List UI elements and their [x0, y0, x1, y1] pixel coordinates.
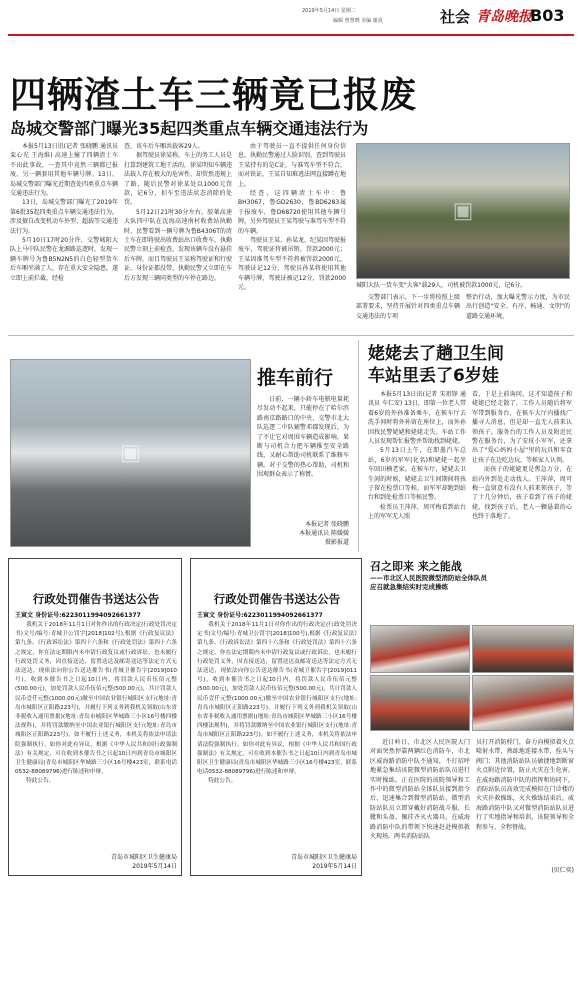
fire-story-title: 召之即来 来之能战	[370, 560, 462, 573]
paragraph: 特此公告。	[26, 778, 55, 785]
section-divider	[8, 335, 574, 336]
notice-body	[197, 621, 357, 835]
notice-signature	[197, 853, 357, 871]
main-subhead: 岛城交警部门曝光35起四类重点车辆交通违法行为	[10, 119, 369, 138]
fire-drill-photo-3	[370, 675, 470, 731]
main-story-col-3	[238, 142, 346, 320]
byline-correspondent: 本报通讯员 陈媛媛	[299, 530, 349, 537]
section-name: 社会	[440, 8, 471, 26]
notice-box-2	[190, 558, 362, 876]
header-rule	[8, 34, 574, 36]
paragraph: 驾驶员王某、孙某龙，纪某因驾驶报废车，驾驶证将被吊销，罚款2000元；王某因准驾车型不符将被罚款2000元，驾驶证记12分，驾驶员孙某将使用其他车辆号牌，驾驶证被记12分，罚款2000元。	[238, 237, 346, 292]
paragraph: 5月13日上午，在即墨汽车总站，6岁的军军(化名)和姥姥一起坐车回田横老家。在候车厅，姥姥去卫生间的时候，姥姥去卫生间期间将孩子留在检票口等候，而军军却跑到站台和到处检票口等候民警。	[368, 447, 466, 502]
push-car-photo	[10, 359, 251, 547]
column-divider	[358, 340, 359, 552]
paragraph: 检票员王萍萍，周可梅看到站台上的军军无人照	[368, 503, 466, 521]
notice-recipient: 王寅文 身份证号:6223011994092661377	[197, 612, 323, 619]
paper-logo: 青岛晚报	[476, 9, 532, 25]
notice-title: 行政处罚催告书送达公告	[32, 592, 160, 606]
paragraph: 我机关于2018年11月1日对你作出的行政决定(行政处罚决定书)文号/编号:青城卫公罚字[2018]100号),根据《行政复议法》第九条、《行政诉讼法》第四十六条和《行政处罚法》第四十六条之规定，你在法定期限内未申请行政复议或行政诉讼，也未履行行政处罚义务，因直接送达，留置送达及邮寄送达等法定方式无法送达，现依法向你公告送达催告书(青城卫催告字[2019]011号)。收到本催告书之日起10日内，将罚款人民币伍佰元整(500.00元)，加处罚款人民币伍佰元整(500.00元)，共计罚款人民币壹仟元整(1000.00元)缴至中国农业银行城阳区支行(地址:青岛市城阳区正阳路223号)，并履行下列义务到我机关领取(山东省非税收入通用票据)(地址:青岛市城阳区华城路三小区16号楼四楼法规科)，并将罚款缴纳至中国农业银行城阳区支行(地址:青岛市城阳区正阳路223号)。如不履行上述义务，本机关将依法申请法院强制执行。如你对此有异议，根据《中华人民共和国行政强制法》有关规定，可在收到本催告书之日起10日内到青岛市城阳区卫生健康局(青岛市城阳区华城路三小区16号楼423室，联系电话0532-88089796)进行陈述和申辩。	[197, 622, 357, 776]
fire-story-subtitle	[370, 574, 574, 592]
main-story-col-2	[124, 142, 232, 320]
notice-body	[15, 621, 177, 835]
grandma-story-col-2	[472, 390, 572, 552]
notice-signature	[15, 853, 177, 871]
main-story-col-1	[10, 142, 118, 320]
issuer: 青岛市城阳区卫生健康局	[290, 854, 357, 861]
truck-photo-caption: 城阳大队一货车变"大客"载29人，司机被罚款1000元，记6分。	[356, 282, 527, 289]
paragraph: 而孩子的姥姥更是焦急万分，在站内外到处走动找人。王萍萍，周可梅一直留意有没有人前来领孩子，等了十几分钟后，孩子看到了孩子的姥姥，找到孩子后，老人一颗悬着的心也终于落地了。	[472, 466, 572, 521]
paragraph: 13日，岛城交警部门曝光了2019年第6批35起四类重点车辆交通违法行为，涉及擅自改变机动车外型、超载等交通违法行为。	[10, 199, 118, 235]
fire-drill-photo-2	[472, 625, 574, 673]
grandma-story-col-1	[368, 390, 466, 552]
paragraph: 查，该车后车厢共载客29人。	[124, 143, 204, 150]
paragraph: 交警部门表示，下一步将按照上级部署要求，坚持开展针对四类重点车辆交通违法的专项	[356, 294, 460, 320]
issue-date: 2019年5月14日 星期二	[302, 8, 356, 14]
fire-drill-photo-4	[472, 675, 574, 731]
notice-title: 行政处罚催告书送达公告	[213, 592, 341, 606]
paragraph: 我机关于2018年11月1日对你作出的行政决定(行政处罚决定书)文号/编号:青城卫公罚字[2018]102号),根据《行政复议法》第九条、《行政诉讼法》第四十六条和《行政处罚法》第四十六条之规定，你在法定期限内未申请行政复议或行政诉讼，也未履行行政处罚义务，因直接送达，留置送达及邮寄送达等法定方式无法送达，现依法向你公告送达催告书(青城卫催告字[2019]010号)。收到本催告书之日起10日内，将罚款人民币伍佰元整(500.00元)，加处罚款人民币伍佰元整(500.00元)，共计罚款人民币壹仟元整(1000.00元)缴至中国农业银行城阳区支行(地址:青岛市城阳区正阳路223号)，并履行下列义务到我机关领取(山东省非税收入通用票据)(地址:青岛市城阳区华城路三小区16号楼四楼法规科)，并将罚款缴纳至中国农业银行城阳区支行(地址:青岛市城阳区正阳路223号)。如不履行上述义务，本机关将依法申请法院强制执行。如你对此有异议，根据《中华人民共和国行政强制法》有关规定，可在收到本催告书之日起10日内到青岛市城阳区卫生健康局(青岛市城阳区华城路三小区16号楼423室，联系电话0532-88089796)进行陈述和申辩。	[15, 622, 177, 776]
notice-date: 2019年5月14日	[132, 863, 177, 870]
paragraph: 日前，一辆小轿车电瓶电量耗尽发动不起来，只能停在了哈尔滨路南京路路口的中央，交警市北大队巡逻二中队辅警邓郡发现后，为了不让它对周围车辆造成影响，果断与司机合力把车辆推至安全路线，又耐心帮助司机联系了维修车辆。对于交警的热心帮助，司机和围观群众表示了称赞。	[257, 396, 349, 479]
paragraph: 本报5月13日讯(记者 宋祖锋 通讯员 车仁安) 13日，即第一位老人带着6岁的外孙准备乘车，在候车厅去洗手间时将外孙留在座位上，而外孙因找民警姥姥和姥姥走失。车站工作人员发现帮忙报警并帮助找到姥姥。	[368, 391, 466, 446]
subtitle-line-1: ——市北区人民医院微型消防站全体队员	[370, 574, 487, 582]
paragraph: 本报5月13日讯(记者 张晓鹏 通讯员 栾心光 王海维) 高速上撞了四辆渣土车不出此事故，一查其中竟然三辆都已报废，另一辆套用其他车辆号牌。13日，岛城交警部门曝光近期查处四类重点车辆交通违法行为。	[10, 143, 118, 198]
fire-drill-photo-1	[370, 625, 470, 673]
notice-recipient: 王寅文 身份证号:6223011994092661377	[15, 612, 141, 619]
paragraph: 5月12日21时30分左右，胶莱高速大队四中队在沈海高速南村收费站执勤时，民警看到一辆号牌为鲁B4306T的渣土车在即将驶出收费站出口收费车，执勤民警立刻上前检查，发现该辆车没有悬挂后车牌，而且驾驶员王某称驾驶证和行驶证、身份证都没带，执勤民警又立即在车后方发现三辆同类型的车停在路边。	[124, 208, 232, 282]
main-story-tail-b	[466, 293, 570, 329]
fire-story-col-2	[476, 738, 574, 862]
paragraph: 看，于是上前询问，这才知道孩子和姥姥已经走散了，工作人员随后将军军带到服务台，在候车大厅内播找广播寻人消息，但是却一直无人前来认领孩子。服务台的工作人员及附近民警在服务台，为了安抚小军军，还拿出了"爱心妈妈小屋"里的玩具和零食让孩子在边吃边玩，等候家人认领。	[472, 391, 572, 464]
main-story-tail-a	[356, 293, 460, 329]
issuer: 青岛市城阳区卫生健康局	[110, 854, 177, 861]
editor-credit: 编辑 曾慧晓 美编 谢真	[333, 18, 383, 24]
fire-story-credit: (贝仁奕)	[551, 867, 574, 874]
byline-photo: 摄影报道	[324, 539, 349, 546]
paragraph: 5月10日17时20分许，交警城阳大队上马中队民警在龙源路巡逻时，发现一辆车牌号为鲁B5N2N5的白色轻型货车后车厢坐满了人，存在重大安全隐患，遂立即上前拦截，经检	[10, 237, 118, 282]
push-story-byline	[257, 520, 349, 550]
page-number: B03	[530, 6, 565, 25]
title-line-2: 车站里丢了6岁娃	[368, 366, 499, 386]
grandma-story-title	[368, 343, 574, 387]
paragraph: 员打开消防栓门，奋力向模拟着火点喷射水带，熟练地连接水带，拴头与阀门；其他消防站队员敏捷地到断窗火点附近位置，防止火灾在生危害。在威海路消防中队的指挥和协同下，消防站队员高效完成模拟在门诊楼的火灾扑救操练，灭火操练结束后，威海路消防中队又对微型消防站队员进行了实地指导和培训，该院领导和全程参与，全程督战。	[476, 739, 574, 831]
photo-icon: ▣	[452, 198, 474, 224]
photo-icon: ▣	[120, 440, 141, 466]
truck-photo	[356, 143, 570, 279]
notice-date: 2019年5月14日	[312, 863, 357, 870]
fire-story-col-1	[370, 738, 470, 888]
paragraph: 由于驾驶员一直不提供任何身份信息，执勤民警通过人脸识别，查到驾驶员王某持有的是C证，与准驾车型不符合，而对铁证，王某自知难逃法网直接蹲在地上。	[238, 143, 346, 188]
paragraph: 近日岭日，市北区人民医院大门对面突然停靠两辆红色消防车，市北区威海路消防中队不通知，不打招呼地紧急集结该院微型消防站队员进行实时操练。正在医院的该院领导和工作中的微型消防站全体队员接到指令后，迅速集合到微型消防站，微型消防站队员立即穿戴好消防战斗服，长靴和头盔，佩挂齐灭火器具，在威海路消防中队的带领下快速赶赴模拟救火现场。两名消防站队	[370, 739, 470, 841]
paragraph: 特此公告。	[208, 778, 237, 785]
paragraph: 整治行动，加大曝光警示力度，为市民出行创造"安全、有序、畅通、文明"的道路交通环境。	[466, 294, 570, 320]
main-headline: 四辆渣土车三辆竟已报废	[10, 75, 418, 116]
subtitle-line-2: 应召就急集结实时完成操练	[370, 583, 448, 591]
byline-reporter: 本报记者 张晓鹏	[305, 521, 349, 528]
paragraph: 经查，这四辆渣土车中：鲁BH3067，鲁GD2630，鲁BD6283属于报废车，鲁D68720使用其他车辆号牌，另外驾驶员王某驾驶与准驾车型不符的车辆。	[238, 190, 346, 235]
paragraph: 据驾驶员徐某称，车上的务工人员是打算到建筑工地干活的，徐某明知车辆违法载人存在极大的危害性，却贸然违规上了路，随后民警对徐某处以1000元罚款，记6分，扣车至违法状态消除的处罚。	[124, 152, 232, 207]
push-story-title: 推车前行	[257, 367, 334, 389]
notice-box-1	[8, 558, 182, 876]
title-line-1: 姥姥去了趟卫生间	[368, 344, 504, 364]
push-story-body	[257, 395, 349, 523]
